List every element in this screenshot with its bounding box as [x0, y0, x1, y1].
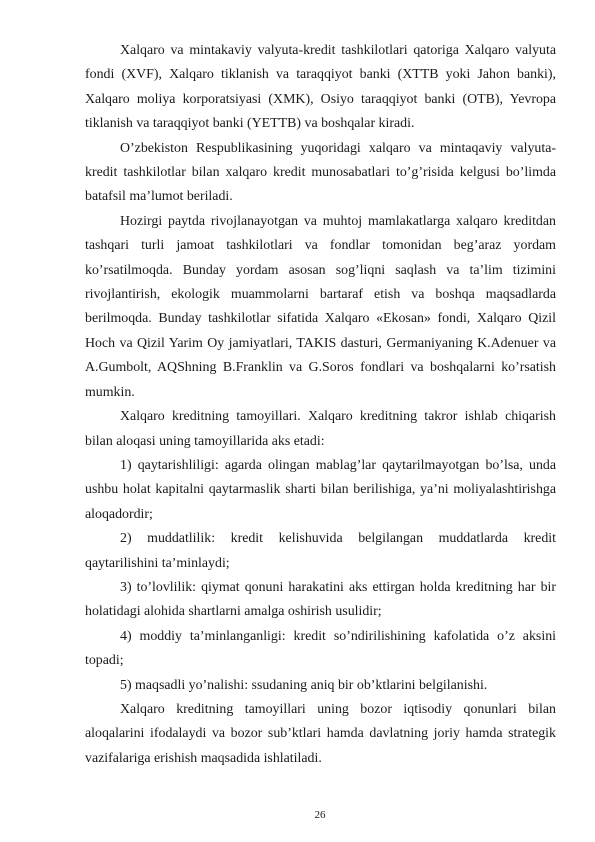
paragraph-organizations-list: Xalqaro va mintakaviy valyuta-kredit tashkilotlari qatoriga Xalqaro valyuta fondi (XVF), Xalqaro tiklanish va taraqqiyot banki (XTTB yoki Jahon banki), Xalqaro moliya korporatsiyasi (XMK), Osiyo taraqqiyot banki (OTB), Yevropa tiklanish va taraqqiyot banki (YETTB) va boshqalar kiradi. [85, 43, 556, 132]
paragraph-grant-aid: Hozirgi paytda rivojlanayotgan va muhtoj mamlakatlarga xalqaro kreditdan tashqari turli jamoat tashkilotlari va fondlar tomonidan beg’araz yordam ko’rsatilmoqda. Bunday yordam asosan sog’liqni saqlash va ta’lim tizimini rivojlantirish, ekologik muammolarni bartaraf etish va boshqa maqsadlarda berilmoqda. Bunday tashkilotlar sifatida Xalqaro «Ekosan» fondi, Xalqaro Qizil Hoch va Qizil Yarim Oy jamiyatlari, TAKIS dasturi, Germaniyaning K.Adenuer va A.Gumbolt, AQShning B.Franklin va G.Soros fondlari va boshqalarni ko’rsatish mumkin. [85, 213, 556, 400]
paragraph-principles-intro: Xalqaro kreditning tamoyillari. Xalqaro kreditning takror ishlab chiqarish bilan aloqasi uning tamoyillarida aks etadi: [85, 409, 556, 449]
document-page [85, 39, 556, 771]
paragraph-principles-conclusion: Xalqaro kreditning tamoyillari uning bozor iqtisodiy qonunlari bilan aloqalarini ifodalaydi va bozor sub’ktlari hamda davlatning joriy hamda strategik vazifalariga erishish maqsadida ishlatiladi. [85, 701, 556, 766]
paragraph-uzbekistan-relations: O’zbekiston Respublikasining yuqoridagi xalqaro va mintaqaviy valyuta-kredit tashkilotlar bilan xalqaro kredit munosabatlari to’g’risida kelgusi bo’limda batafsil ma’lumot beriladi. [85, 140, 556, 205]
list-item-purpose: 5) maqsadli yo’nalishi: ssudaning aniq bir ob’ktlarini belgilanishi. [120, 677, 488, 693]
list-item-security: 4) moddiy ta’minlanganligi: kredit so’ndirilishining kafolatida o’z aksini topadi; [85, 628, 556, 669]
list-item-payment: 3) to’lovlilik: qiymat qonuni harakatini aks ettirgan holda kreditning har bir holatidagi alohida shartlarni amalga oshirish usulidir; [85, 579, 556, 620]
page-number: 26 [314, 809, 326, 821]
list-item-repayment: 1) qaytarishliligi: agarda olingan mablag’lar qaytarilmayotgan bo’lsa, unda ushbu holat kapitalni qaytarmaslik sharti bilan berilishiga, ya’ni moliyalashtirishga aloqadordir; [85, 457, 556, 522]
list-item-term: 2) muddatlilik: kredit kelishuvida belgilangan muddatlarda kredit qaytarilishini ta’minlaydi; [85, 531, 556, 571]
